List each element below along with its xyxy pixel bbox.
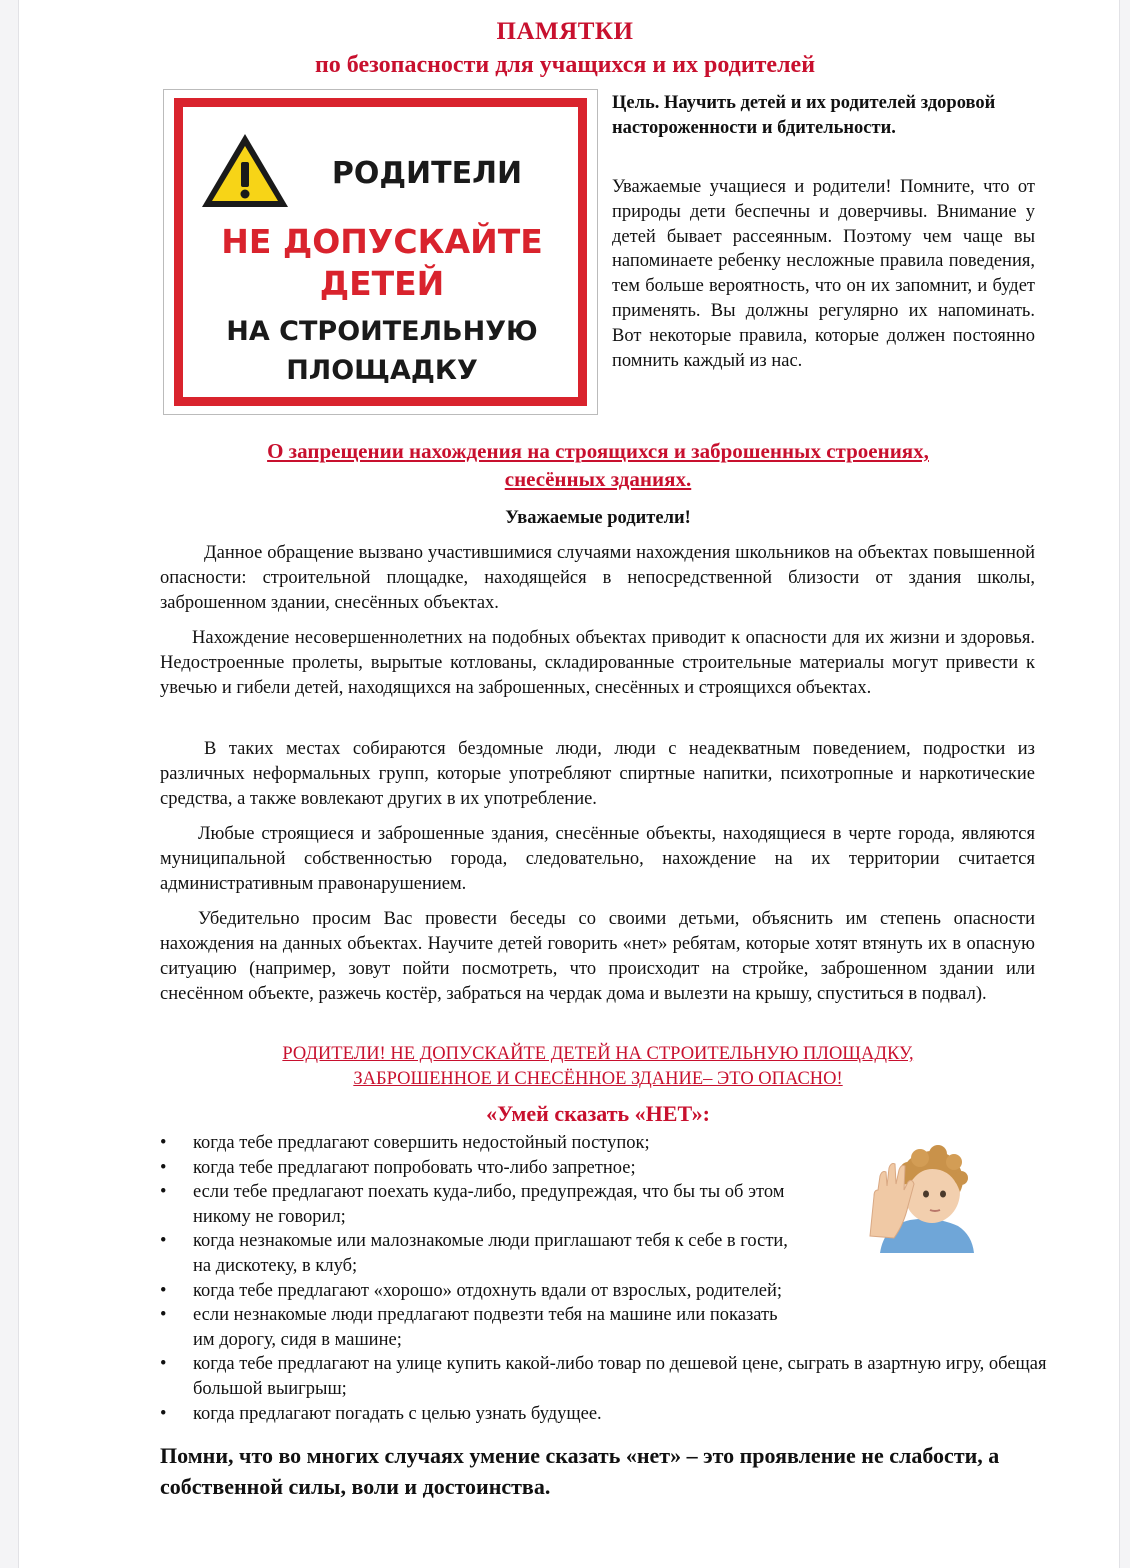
paragraph-1: Данное обращение вызвано участившимися случаями нахождения школьников на объектах повышенной опасности: строительной площадке, находящейся в непосредственной близости от здания школы, заброшенном здании, снесённых объектах. xyxy=(160,543,1035,613)
page-subtitle: по безопасности для учащихся и их родителей xyxy=(314,52,816,78)
closing-statement: Помни, что во многих случаях умение сказать «нет» – это проявление не слабости, а собственной силы, воли и достоинства. xyxy=(160,1443,1000,1499)
sign-text-line4: НА СТРОИТЕЛЬНУЮ xyxy=(226,316,538,347)
paragraph-4: Любые строящиеся и заброшенные здания, снесённые объекты, находящиеся в черте города, являются муниципальной собственностью города, следовательно, нахождение на их территории считается административным правонарушением. xyxy=(160,824,1035,894)
bullet-icon: • xyxy=(160,1182,167,1203)
sign-text-line5: ПЛОЩАДКУ xyxy=(286,355,478,386)
list-item xyxy=(160,1156,773,1181)
sign-text-line1: РОДИТЕЛИ xyxy=(331,156,523,191)
bullet-icon: • xyxy=(160,1133,167,1153)
paragraph-2: Нахождение несовершеннолетних на подобных объектах приводит к опасности для их жизни и здоровья. Недостроенные пролеты, вырытые котлованы, складированные строительные материалы могут привести к увечью и гибели детей, находящихся на заброшенных, снесённых и строящихся объектах. xyxy=(160,628,1035,698)
sign-text-line2: НЕ ДОПУСКАЙТЕ xyxy=(221,222,543,261)
paragraph-3: В таких местах собираются бездомные люди, люди с неадекватным поведением, подростки из различных неформальных групп, которые употребляют спиртные напитки, психотропные и наркотические средства, а также вовлекают других в их употребление. xyxy=(160,739,1035,809)
page-edge-left xyxy=(0,0,19,1568)
list-item-text: когда тебе предлагают попробовать что-либо запретное; xyxy=(193,1157,636,1178)
list-item-text: когда предлагают погадать с целью узнать будущее. xyxy=(193,1403,602,1424)
section-heading-line1: О запрещении нахождения на строящихся и заброшенных строениях, xyxy=(267,439,929,463)
goal-text: Цель. Научить детей и их родителей здоровой настороженности и бдительности. xyxy=(612,93,996,138)
list-item xyxy=(160,1229,803,1278)
section-heading xyxy=(160,437,1036,493)
list-item-text: когда незнакомые или малознакомые люди приглашают тебя к себе в гости, на дискотеку, в клуб; xyxy=(193,1231,788,1276)
list-item xyxy=(160,1402,1040,1427)
page-edge-right xyxy=(1119,0,1130,1568)
child-stop-gesture-photo xyxy=(840,1140,1008,1253)
bullet-icon: • xyxy=(160,1280,167,1301)
paragraph-5: Убедительно просим Вас провести беседы со своими детьми, объяснить им степень опасности нахождения на данных объектах. Научите детей говорить «нет» ребятам, которые хотят втянуть их в опасную ситуацию (например, зовут пойти посмотреть, что происходит на стройке, заброшенном здании или снесённом объекте, разжечь костёр, забраться на чердак дома и вылезти на крышу, спуститься в подвал). xyxy=(160,909,1035,1004)
list-item-text: когда тебе предлагают на улице купить какой-либо товар по дешевой цене, сыграть в азартную игру, обещая большой выигрыш; xyxy=(193,1354,1047,1399)
list-item xyxy=(160,1131,773,1156)
say-no-heading: «Умей сказать «НЕТ»: xyxy=(486,1101,710,1126)
intro-text: Уважаемые учащиеся и родители! Помните, что от природы дети беспечны и доверчивы. Внимание у детей бывает рассеянным. Поэтому чем чаще вы напоминаете ребенку несложные правила поведения, тем больше вероятность, что он их запомнит, и будет применять. Вы должны регулярно их напоминать. Вот некоторые правила, которые должен постоянно помнить каждый из нас. xyxy=(612,177,1035,371)
warning-banner xyxy=(160,1042,1036,1092)
list-item xyxy=(160,1352,1053,1401)
list-item-text: когда тебе предлагают «хорошо» отдохнуть вдали от взрослых, родителей; xyxy=(193,1280,783,1301)
warning-line1: РОДИТЕЛИ! НЕ ДОПУСКАЙТЕ ДЕТЕЙ НА СТРОИТЕЛЬНУЮ ПЛОЩАДКУ, xyxy=(282,1044,914,1064)
section-heading-line2: снесённых зданиях. xyxy=(504,467,692,491)
bullet-icon: • xyxy=(160,1157,167,1178)
bullet-icon: • xyxy=(160,1403,167,1424)
warning-sign-image xyxy=(163,89,598,415)
list-item-text: когда тебе предлагают совершить недостойный поступок; xyxy=(193,1133,650,1153)
page-title: ПАМЯТКИ xyxy=(496,18,634,45)
list-item-text: если тебе предлагают поехать куда-либо, предупреждая, что бы ты об этом никому не говорил; xyxy=(193,1182,785,1227)
dear-parents-heading: Уважаемые родители! xyxy=(505,508,691,528)
list-item xyxy=(160,1180,793,1229)
warning-triangle-icon xyxy=(202,134,288,207)
list-item xyxy=(160,1303,803,1352)
sign-text-line3: ДЕТЕЙ xyxy=(319,264,445,303)
list-item-text: если незнакомые люди предлагают подвезти тебя на машине или показать им дорогу, сидя в машине; xyxy=(193,1305,778,1350)
bullet-icon: • xyxy=(160,1354,167,1375)
bullet-icon: • xyxy=(160,1305,167,1326)
sign-graphic xyxy=(164,90,599,416)
warning-line2: ЗАБРОШЕННОЕ И СНЕСЁННОЕ ЗДАНИЕ– ЭТО ОПАСНО! xyxy=(353,1069,843,1089)
list-item xyxy=(160,1279,1040,1304)
bullet-icon: • xyxy=(160,1231,167,1252)
